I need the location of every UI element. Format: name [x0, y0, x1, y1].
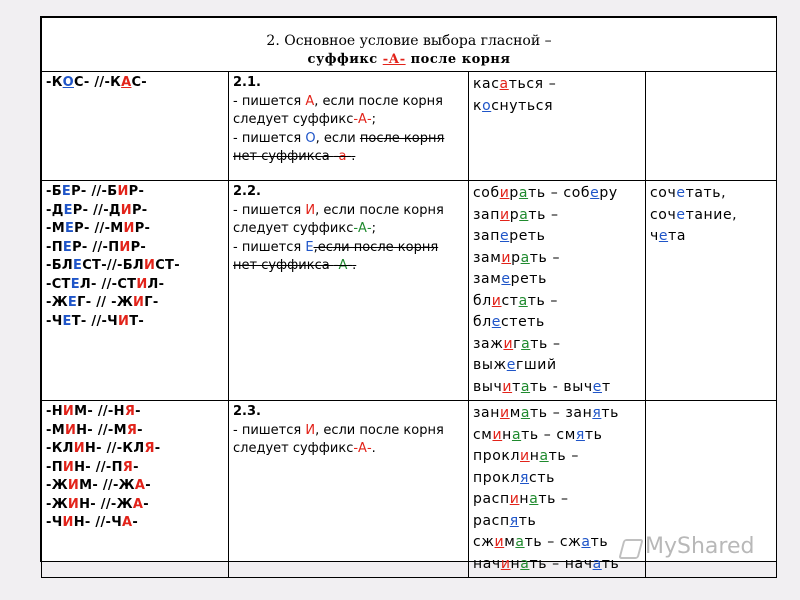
root-text: -Ж: [46, 496, 68, 512]
example-text: зам: [473, 249, 502, 266]
example-text: та: [668, 228, 687, 244]
rule-text: следует суффикс: [233, 441, 354, 456]
example-text: реть: [510, 271, 547, 287]
header-subtitle: [46, 51, 772, 70]
example-line: [473, 355, 641, 377]
example-text: ть –: [530, 335, 561, 352]
rule-suffix: -А-: [353, 221, 372, 236]
rule-line: [233, 440, 464, 459]
example-text: зан: [473, 405, 500, 421]
example-text: реть: [509, 228, 546, 244]
root-vowel: И: [67, 496, 80, 512]
row3-rule: [229, 401, 469, 578]
example-vowel: а: [499, 76, 509, 92]
example-text: ру: [599, 185, 618, 201]
root-text: -П: [46, 239, 63, 255]
root-text: Р- //-М: [74, 221, 124, 236]
example-line: [473, 532, 641, 554]
example-text: зап: [473, 228, 500, 244]
example-text: ть – см: [521, 426, 576, 443]
root-vowel: И: [120, 202, 132, 218]
example-vowel: и: [499, 405, 510, 421]
example-line: [473, 511, 641, 533]
rules-table: [41, 17, 777, 578]
example-text: н: [529, 448, 540, 464]
root-vowel: И: [136, 276, 148, 292]
example-line: [473, 403, 641, 425]
example-text: ть –: [529, 249, 561, 266]
example-line: [473, 554, 641, 576]
example-text: прокл: [473, 448, 521, 464]
root-pair: [46, 496, 224, 515]
root-pair: [46, 514, 224, 533]
example-text: ть: [584, 426, 603, 443]
root-vowel: И: [119, 239, 131, 255]
example-line: [473, 425, 641, 447]
root-vowel: И: [62, 404, 75, 419]
root-vowel: Е: [64, 221, 75, 236]
root-text: -П: [46, 459, 63, 475]
example-text: соч: [650, 185, 677, 201]
root-text: Г- // -Ж: [77, 295, 134, 310]
root-text: -: [137, 422, 143, 438]
example-vowel: я: [592, 405, 602, 421]
example-text: гший: [515, 357, 557, 373]
example-vowel: и: [494, 534, 505, 550]
example-text: бл: [473, 292, 492, 309]
example-vowel: а: [520, 555, 530, 572]
rule-suffix: -а-: [333, 149, 352, 164]
example-vowel: а: [581, 534, 591, 550]
root-vowel: Е: [62, 239, 73, 255]
root-pair: [46, 313, 224, 332]
rule-suffix: -А-: [353, 112, 372, 127]
example-text: р: [511, 249, 521, 266]
example-text: ть –: [528, 206, 559, 223]
example-text: н: [519, 491, 530, 507]
root-text: Т-: [129, 313, 145, 329]
root-text: Н- //-П: [74, 459, 123, 475]
root-text: -СТ: [46, 276, 71, 292]
watermark-text: MyShared: [645, 534, 755, 559]
rule-number: 2.1.: [233, 75, 261, 90]
root-vowel: А: [132, 496, 144, 512]
root-text: Р- //-П: [72, 239, 120, 255]
example-text: ть: [518, 512, 537, 529]
root-text: -: [154, 441, 161, 456]
example-text: ть – зан: [530, 405, 593, 421]
example-text: р: [509, 206, 520, 223]
example-vowel: и: [502, 378, 513, 395]
example-line: [473, 248, 641, 270]
rule-text: , если после корня: [314, 93, 443, 109]
rule-text: следует суффикс: [233, 112, 354, 127]
example-line: [473, 468, 641, 490]
root-pair: [46, 477, 224, 496]
example-text: бл: [473, 314, 492, 330]
example-text: н: [510, 555, 521, 572]
root-pair: [46, 183, 224, 202]
root-text: Р- //-Б: [71, 184, 118, 199]
example-vowel: и: [500, 555, 511, 572]
rule-suffix: -А-: [333, 258, 353, 273]
root-text: -Н: [46, 404, 63, 419]
example-text: ть - выч: [530, 378, 593, 395]
root-pair: [46, 403, 224, 422]
rule-letter: А: [305, 93, 315, 109]
rule-number: 2.2.: [233, 184, 261, 199]
root-text: М- //-Н: [74, 404, 125, 419]
example-text: прокл: [473, 469, 521, 486]
rule-line: [233, 422, 464, 441]
example-vowel: е: [506, 357, 516, 373]
rule-line: [233, 220, 464, 239]
example-text: ть – нач: [529, 555, 593, 572]
example-text: стеть: [501, 314, 545, 330]
header-title: 2. Основное условие выбора гласной –: [266, 33, 552, 49]
root-text: -М: [46, 221, 65, 236]
example-vowel: я: [520, 469, 530, 486]
root-vowel: А: [134, 478, 146, 493]
root-text: -Б: [46, 184, 62, 199]
example-text: кас: [473, 76, 500, 92]
example-line: [473, 312, 641, 334]
root-text: -БЛ: [46, 258, 74, 273]
root-pair: [46, 257, 224, 276]
example-line: [473, 205, 641, 227]
root-vowel: И: [133, 295, 145, 310]
example-text: ч: [650, 228, 659, 244]
rule-line: [233, 130, 464, 149]
root-text: -: [145, 478, 151, 493]
example-text: выж: [473, 357, 507, 373]
example-text: г: [513, 335, 522, 352]
row1-examples: [469, 72, 646, 181]
example-text: ть – сж: [524, 534, 582, 550]
example-vowel: а: [518, 292, 528, 309]
example-vowel: и: [501, 249, 512, 266]
example-vowel: а: [519, 206, 529, 223]
rule-text: , если после корня: [315, 202, 444, 218]
example-text: зап: [473, 206, 500, 223]
example-text: сть: [529, 469, 555, 486]
root-vowel: И: [67, 478, 80, 493]
root-text: -: [135, 404, 141, 419]
rule-letter: И: [305, 422, 316, 438]
example-vowel: е: [676, 185, 686, 201]
root-vowel: А: [121, 75, 132, 90]
header-subtitle-pre: суффикс: [307, 51, 383, 67]
root-vowel: И: [118, 313, 130, 329]
row2-roots: [42, 181, 229, 401]
example-vowel: и: [492, 426, 503, 443]
header-subtitle-post: после корня: [405, 51, 511, 67]
root-pair: [46, 459, 224, 478]
header-suffix: -А-: [382, 51, 406, 67]
example-text: выч: [473, 378, 503, 395]
root-text: Л-: [147, 276, 165, 292]
example-text: м: [509, 405, 521, 421]
example-vowel: и: [509, 491, 520, 507]
root-vowel: Е: [73, 258, 83, 273]
rule-text: ;: [371, 221, 377, 236]
root-text: СТ-: [155, 258, 180, 273]
example-text: м: [504, 534, 516, 550]
example-text: ть –: [548, 448, 579, 464]
extra-line: [650, 226, 772, 248]
root-text: -Ч: [46, 313, 63, 329]
rule-letter: Е: [305, 239, 314, 255]
root-text: -М: [46, 422, 65, 438]
root-text: -КЛ: [46, 441, 74, 456]
example-vowel: а: [529, 491, 539, 507]
example-text: ть: [601, 405, 619, 421]
example-text: заж: [473, 335, 504, 352]
example-text: нач: [473, 555, 501, 572]
example-text: н: [502, 426, 512, 443]
root-text: -Ч: [46, 515, 63, 530]
root-pair: [46, 294, 224, 313]
example-vowel: и: [499, 185, 510, 201]
extra-line: [650, 183, 772, 205]
root-vowel: Е: [62, 313, 72, 329]
root-text: -: [133, 459, 139, 475]
example-vowel: е: [658, 228, 669, 244]
rule-text: - пишется: [233, 93, 306, 109]
rule-line: [233, 111, 464, 130]
root-text: Н- //-Ж: [79, 496, 133, 512]
table-header: [42, 18, 777, 72]
example-vowel: а: [520, 378, 531, 395]
example-vowel: е: [592, 378, 603, 395]
example-line: [473, 489, 641, 511]
root-vowel: И: [62, 515, 74, 530]
example-text: к: [473, 97, 483, 114]
example-text: расп: [473, 512, 510, 529]
root-vowel: Е: [67, 295, 78, 310]
root-text: Р-: [128, 184, 145, 199]
root-pair: [46, 220, 224, 239]
example-vowel: я: [575, 426, 585, 443]
root-text: -Ж: [46, 478, 68, 493]
rule-line: [233, 202, 464, 221]
rule-strike-text: ,если после корня: [313, 239, 439, 255]
rule-letter: О: [305, 130, 316, 146]
example-vowel: а: [515, 534, 525, 550]
example-text: ть: [601, 555, 620, 572]
root-text: -Ж: [46, 295, 68, 310]
root-text: -: [132, 515, 139, 530]
example-vowel: а: [592, 555, 602, 572]
root-vowel: Е: [61, 184, 72, 199]
rule-line: [233, 93, 464, 112]
example-text: см: [473, 426, 493, 443]
root-text: Р- //-Д: [72, 202, 121, 218]
example-vowel: и: [499, 206, 510, 223]
root-vowel: Я: [124, 404, 136, 419]
example-vowel: и: [503, 335, 514, 352]
extra-line: [650, 205, 772, 227]
root-pair: [46, 422, 224, 441]
rule-text: .: [352, 258, 357, 273]
row1-rule: [229, 72, 469, 181]
rule-text: - пишется: [233, 422, 306, 438]
root-vowel: Е: [70, 276, 80, 292]
example-text: ть – соб: [528, 185, 591, 201]
rule-text: ;: [371, 112, 377, 127]
example-line: [473, 334, 641, 356]
rule-strike-text: нет суффикса: [233, 258, 334, 273]
example-line: [473, 269, 641, 291]
example-text: расп: [473, 491, 510, 507]
example-text: ть –: [527, 292, 559, 309]
example-text: снуться: [491, 97, 554, 114]
example-vowel: а: [518, 185, 529, 201]
example-vowel: я: [509, 512, 519, 529]
root-vowel: И: [62, 459, 75, 475]
root-text: Н- //-Ч: [73, 515, 123, 530]
root-pair: [46, 202, 224, 221]
root-text: -К: [46, 75, 63, 90]
root-text: Н- //-М: [76, 422, 127, 438]
example-vowel: и: [520, 448, 530, 464]
root-text: -: [143, 496, 149, 512]
example-line: [473, 226, 641, 248]
row3-roots: [42, 401, 229, 578]
rule-text: , если: [315, 130, 360, 146]
example-line: [473, 377, 641, 399]
rule-strike-text: нет суффикса: [233, 149, 334, 164]
example-line: [473, 291, 641, 313]
root-vowel: И: [117, 184, 129, 199]
root-text: -Д: [46, 202, 64, 218]
rule-line: [233, 257, 464, 276]
rule-letter: И: [305, 202, 316, 218]
example-text: ть –: [538, 491, 569, 507]
root-vowel: О: [62, 75, 74, 90]
example-text: тание,: [685, 206, 738, 223]
rule-text: - пишется: [233, 239, 306, 255]
example-vowel: е: [491, 314, 502, 330]
example-line: [473, 96, 641, 118]
root-text: Р-: [130, 239, 147, 255]
rules-table-frame: [40, 16, 777, 572]
example-line: [473, 74, 641, 96]
example-vowel: е: [499, 228, 510, 244]
example-vowel: е: [590, 185, 600, 201]
example-text: соб: [473, 185, 500, 201]
root-pair: [46, 276, 224, 295]
rule-line: [233, 148, 464, 167]
rule-suffix: -А-: [353, 441, 372, 456]
root-text: СТ-//-БЛ: [82, 258, 145, 273]
example-text: р: [509, 185, 519, 201]
example-vowel: а: [520, 405, 531, 421]
row2-examples: [469, 181, 646, 401]
root-text: Т- //-Ч: [71, 313, 118, 329]
root-vowel: Я: [144, 441, 155, 456]
example-vowel: а: [511, 426, 522, 443]
root-text: Г-: [144, 295, 159, 310]
example-text: ть: [590, 534, 609, 550]
root-text: С-: [131, 75, 147, 90]
rule-text: - пишется: [233, 202, 306, 218]
watermark-logo-icon: [618, 539, 643, 559]
root-text: Р-: [131, 202, 148, 218]
row2-extra: [646, 181, 777, 401]
example-text: сж: [473, 534, 495, 550]
example-text: ться –: [508, 76, 557, 92]
root-vowel: И: [64, 422, 77, 438]
example-vowel: а: [521, 335, 531, 352]
watermark: [617, 533, 767, 563]
root-vowel: А: [122, 515, 133, 530]
example-text: тать,: [685, 185, 727, 201]
rule-text: , если после корня: [315, 422, 444, 438]
root-pair: [46, 74, 224, 93]
root-pair: [46, 440, 224, 459]
root-pair: [46, 239, 224, 258]
example-vowel: е: [501, 271, 511, 287]
rule-line: [233, 239, 464, 258]
example-text: зам: [473, 271, 502, 287]
root-vowel: Е: [63, 202, 73, 218]
example-text: соч: [650, 206, 677, 223]
example-vowel: и: [491, 292, 502, 309]
root-text: Л- //-СТ: [79, 276, 137, 292]
example-text: т: [602, 378, 611, 395]
root-vowel: Я: [126, 422, 138, 438]
example-vowel: о: [482, 97, 492, 114]
example-vowel: а: [539, 448, 549, 464]
example-vowel: а: [520, 249, 530, 266]
root-text: Р-: [134, 221, 151, 236]
row1-roots: [42, 72, 229, 181]
rule-number: 2.3.: [233, 404, 261, 419]
rule-text: - пишется: [233, 130, 306, 146]
example-text: т: [512, 378, 521, 395]
rule-text: .: [371, 441, 376, 456]
row2-rule: [229, 181, 469, 401]
root-text: С- //-К: [73, 75, 122, 90]
root-vowel: И: [73, 441, 85, 456]
root-vowel: И: [123, 221, 135, 236]
root-text: Н- //-КЛ: [84, 441, 145, 456]
example-line: [473, 446, 641, 468]
root-vowel: И: [144, 258, 156, 273]
example-vowel: е: [676, 206, 686, 223]
rule-text: следует суффикс: [233, 221, 354, 236]
root-text: М- //-Ж: [79, 478, 135, 493]
root-vowel: Я: [122, 459, 134, 475]
row1-extra: [646, 72, 777, 181]
example-text: ст: [501, 292, 519, 309]
rule-text: .: [351, 149, 356, 164]
rule-strike-text: после корня: [359, 130, 445, 146]
example-line: [473, 183, 641, 205]
